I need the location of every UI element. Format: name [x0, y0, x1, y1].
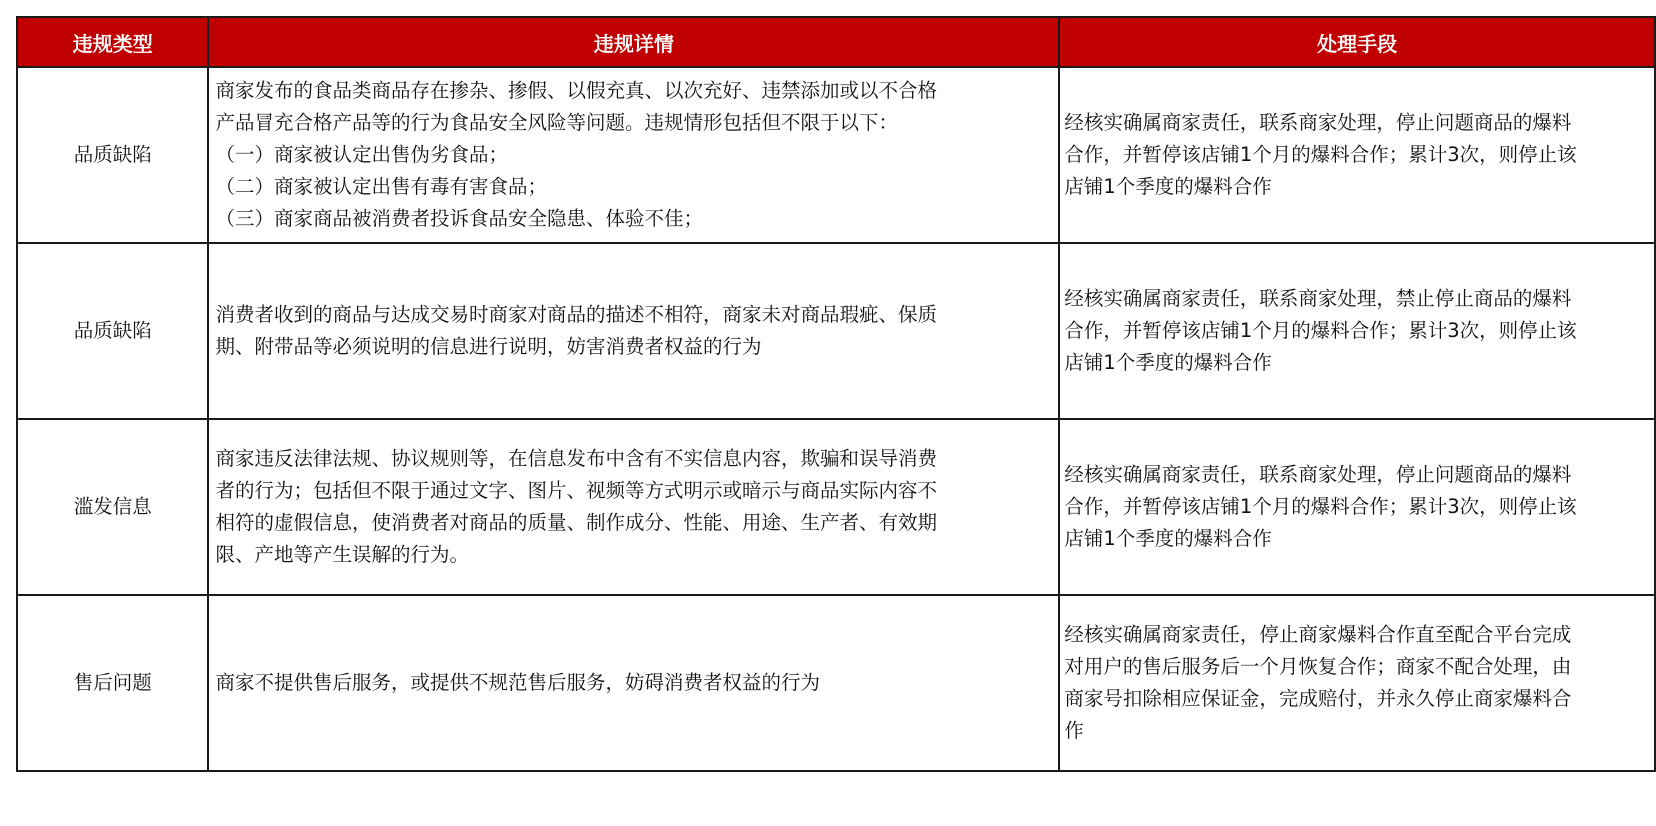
detail-line: 者的行为；包括但不限于通过文字、图片、视频等方式明示或暗示与商品实际内容不 — [215, 479, 937, 502]
table-body — [17, 67, 1655, 771]
header-violation-type: 违规类型 — [17, 17, 208, 67]
action-line: 合作，并暂停该店铺1个月的爆料合作；累计3次，则停止该 — [1064, 495, 1577, 518]
action-line: 商家号扣除相应保证金，完成赔付，并永久停止商家爆料合 — [1064, 687, 1572, 710]
detail-line: 相符的虚假信息，使消费者对商品的质量、制作成分、性能、用途、生产者、有效期 — [215, 511, 937, 534]
detail-line: 限、产地等产生误解的行为。 — [215, 543, 469, 566]
detail-line: （三）商家商品被消费者投诉食品安全隐患、体验不佳； — [215, 207, 703, 230]
detail-line: 商家发布的食品类商品存在掺杂、掺假、以假充真、以次充好、违禁添加或以不合格 — [215, 79, 937, 102]
handling-method-cell — [1059, 243, 1655, 419]
violation-detail-cell — [208, 67, 1059, 243]
action-line: 店铺1个季度的爆料合作 — [1064, 351, 1272, 374]
detail-line: 产品冒充合格产品等的行为食品安全风险等问题。违规情形包括但不限于以下： — [215, 111, 898, 134]
action-line: 经核实确属商家责任，联系商家处理，禁止停止商品的爆料 — [1064, 287, 1572, 310]
action-line: 经核实确属商家责任，联系商家处理，停止问题商品的爆料 — [1064, 463, 1572, 486]
action-line: 经核实确属商家责任，联系商家处理，停止问题商品的爆料 — [1064, 111, 1572, 134]
action-line: 作 — [1064, 719, 1084, 742]
header-handling-method: 处理手段 — [1059, 17, 1655, 67]
detail-line: 期、附带品等必须说明的信息进行说明，妨害消费者权益的行为 — [215, 335, 762, 358]
detail-line: （二）商家被认定出售有毒有害食品； — [215, 175, 547, 198]
handling-method-cell — [1059, 419, 1655, 595]
detail-line: 商家违反法律法规、协议规则等，在信息发布中含有不实信息内容，欺骗和误导消费 — [215, 447, 937, 470]
header-row — [17, 17, 1655, 67]
violation-type-cell: 滥发信息 — [17, 419, 208, 595]
table-row — [17, 243, 1655, 419]
violation-detail-cell — [208, 595, 1059, 771]
action-line: 店铺1个季度的爆料合作 — [1064, 175, 1272, 198]
violation-detail-cell — [208, 419, 1059, 595]
action-line: 对用户的售后服务后一个月恢复合作；商家不配合处理，由 — [1064, 655, 1572, 678]
action-line: 合作，并暂停该店铺1个月的爆料合作；累计3次，则停止该 — [1064, 143, 1577, 166]
detail-line: 消费者收到的商品与达成交易时商家对商品的描述不相符，商家未对商品瑕疵、保质 — [215, 303, 937, 326]
header-violation-detail: 违规详情 — [208, 17, 1059, 67]
action-line: 经核实确属商家责任，停止商家爆料合作直至配合平台完成 — [1064, 623, 1572, 646]
violation-policy-table — [16, 16, 1656, 772]
action-line: 店铺1个季度的爆料合作 — [1064, 527, 1272, 550]
violation-detail-cell — [208, 243, 1059, 419]
action-line: 合作，并暂停该店铺1个月的爆料合作；累计3次，则停止该 — [1064, 319, 1577, 342]
violation-type-cell: 售后问题 — [17, 595, 208, 771]
violation-type-cell: 品质缺陷 — [17, 243, 208, 419]
table-row — [17, 595, 1655, 771]
detail-line: 商家不提供售后服务，或提供不规范售后服务，妨碍消费者权益的行为 — [215, 671, 820, 694]
table-row — [17, 67, 1655, 243]
handling-method-cell — [1059, 595, 1655, 771]
handling-method-cell — [1059, 67, 1655, 243]
violation-type-cell: 品质缺陷 — [17, 67, 208, 243]
detail-line: （一）商家被认定出售伪劣食品； — [215, 143, 508, 166]
table-header — [17, 17, 1655, 67]
table-row — [17, 419, 1655, 595]
